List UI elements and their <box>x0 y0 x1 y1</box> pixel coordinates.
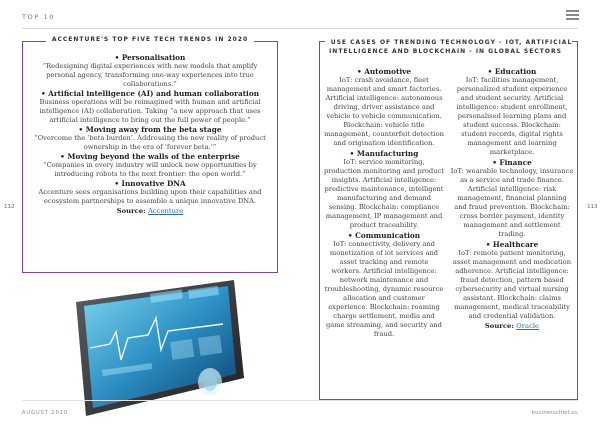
source-label: Source: <box>116 207 146 215</box>
use-cases-right-column <box>450 66 574 331</box>
trend-body: “Redesigning digital experiences with new models that amplify personal agency, transforming one-way experiences into true collaborations.” <box>42 62 258 88</box>
trend-item <box>32 152 268 179</box>
sector-body: IoT: service monitoring, production monitoring and product insights. Artificial intelligence: predictive maintenance, intelligent manufacturing and demand sensing. Blockchain: compliance management, IP management and product traceability. <box>324 158 444 229</box>
page-number-left[interactable]: 112 <box>4 204 15 210</box>
source-link-accenture[interactable]: Accenture <box>148 207 184 215</box>
sector-body: IoT: facilities management, personalized student experience and student security. Artificial intelligence: student enrollment, personalised learning plans and student success. Blockchain: student records, digital rights management and learning marketplace. <box>456 76 568 156</box>
footer-site[interactable]: businesschief.eu <box>531 410 578 416</box>
sector-heading: • Healthcare <box>485 240 539 249</box>
source-line <box>32 207 268 216</box>
use-cases-left-column <box>324 66 444 339</box>
trend-body: “Overcome the ‘beta burden’. Addressing the new reality of product ownership in the era of ‘forever beta.’” <box>34 134 266 151</box>
medical-tablet-illustration <box>38 266 258 416</box>
trend-heading: • Artificial intelligence (AI) and human collaboration <box>40 89 260 98</box>
trend-heading: • Moving away from the beta stage <box>78 125 222 134</box>
sector-heading: • Communication <box>347 231 421 240</box>
trend-body: Business operations will be reimagined with human and artificial intelligence (AI) collaboration. Taking “a new approach that uses artificial intelligence to bring out the full power of people.” <box>39 98 261 124</box>
sector-heading: • Automotive <box>356 67 412 76</box>
footer-date: AUGUST 2020 <box>22 410 69 416</box>
use-cases-title: USE CASES OF TRENDING TECHNOLOGY - IOT, ARTIFICIAL INTELLIGENCE AND BLOCKCHAIN - IN GLOBAL SECTORS <box>325 39 573 55</box>
menu-icon[interactable] <box>566 10 579 20</box>
page-number-right[interactable]: 113 <box>587 204 598 210</box>
trend-item <box>32 89 268 125</box>
sector-body: IoT: remote patient monitoring, asset management and medication adherence. Artificial intelligence: fraud detection, pattern based cybersecurity and virtual nursing assistant. Blockchain: claims management, medical traceability and credential validation. <box>452 249 572 320</box>
trend-heading: • Personalisation <box>114 53 186 62</box>
top-divider <box>22 28 578 29</box>
source-label: Source: <box>484 322 514 330</box>
sector-heading: • Education <box>487 67 537 76</box>
sector-heading: • Manufacturing <box>349 149 419 158</box>
header-title: TOP 10 <box>22 13 55 21</box>
tech-trends-title: ACCENTURE'S TOP FIVE TECH TRENDS IN 2020 <box>46 36 254 43</box>
tech-trends-box <box>22 36 278 273</box>
trend-item <box>32 179 268 206</box>
trend-body: “Companies in every industry will unlock new opportunities by introducing robots to the next frontier: the open world.” <box>43 161 257 178</box>
source-link-oracle[interactable]: Oracle <box>516 322 540 330</box>
sector-body: IoT: crash avoidance, fleet management and smart factories. Artificial intelligence: autonomous driving, driver assistance and vehicle to vehicle communication. Blockchain: vehicle title management, counterfeit detection and origination identification. <box>324 76 444 147</box>
sector-body: IoT: wearable technology, insurance as a service and trade finance. Artificial intelligence: risk management, financial planning and fraud prevention. Blockchain: cross border payment, identity management and settlement trading. <box>450 167 574 238</box>
source-line <box>450 322 574 331</box>
sector-heading: • Finance <box>492 158 532 167</box>
trend-body: Accenture sees organisations building upon their capabilities and ecosystem partnerships to assemble a unique innovative DNA. <box>38 188 262 205</box>
trend-heading: • Moving beyond the walls of the enterprise <box>60 152 240 161</box>
trend-item <box>32 53 268 89</box>
trend-item <box>32 125 268 152</box>
use-cases-box <box>319 41 578 400</box>
bottom-divider <box>22 400 578 401</box>
trend-heading: • Innovative DNA <box>114 179 186 188</box>
sector-body: IoT: connectivity, delivery and monetization of iot services and asset tracking and remote workers. Artificial intelligence: network maintenance and troubleshooting, dynamic resource allocation and customer experience. Blockchain: roaming charge settlement, media and game streaming, and security and fraud. <box>324 240 444 338</box>
